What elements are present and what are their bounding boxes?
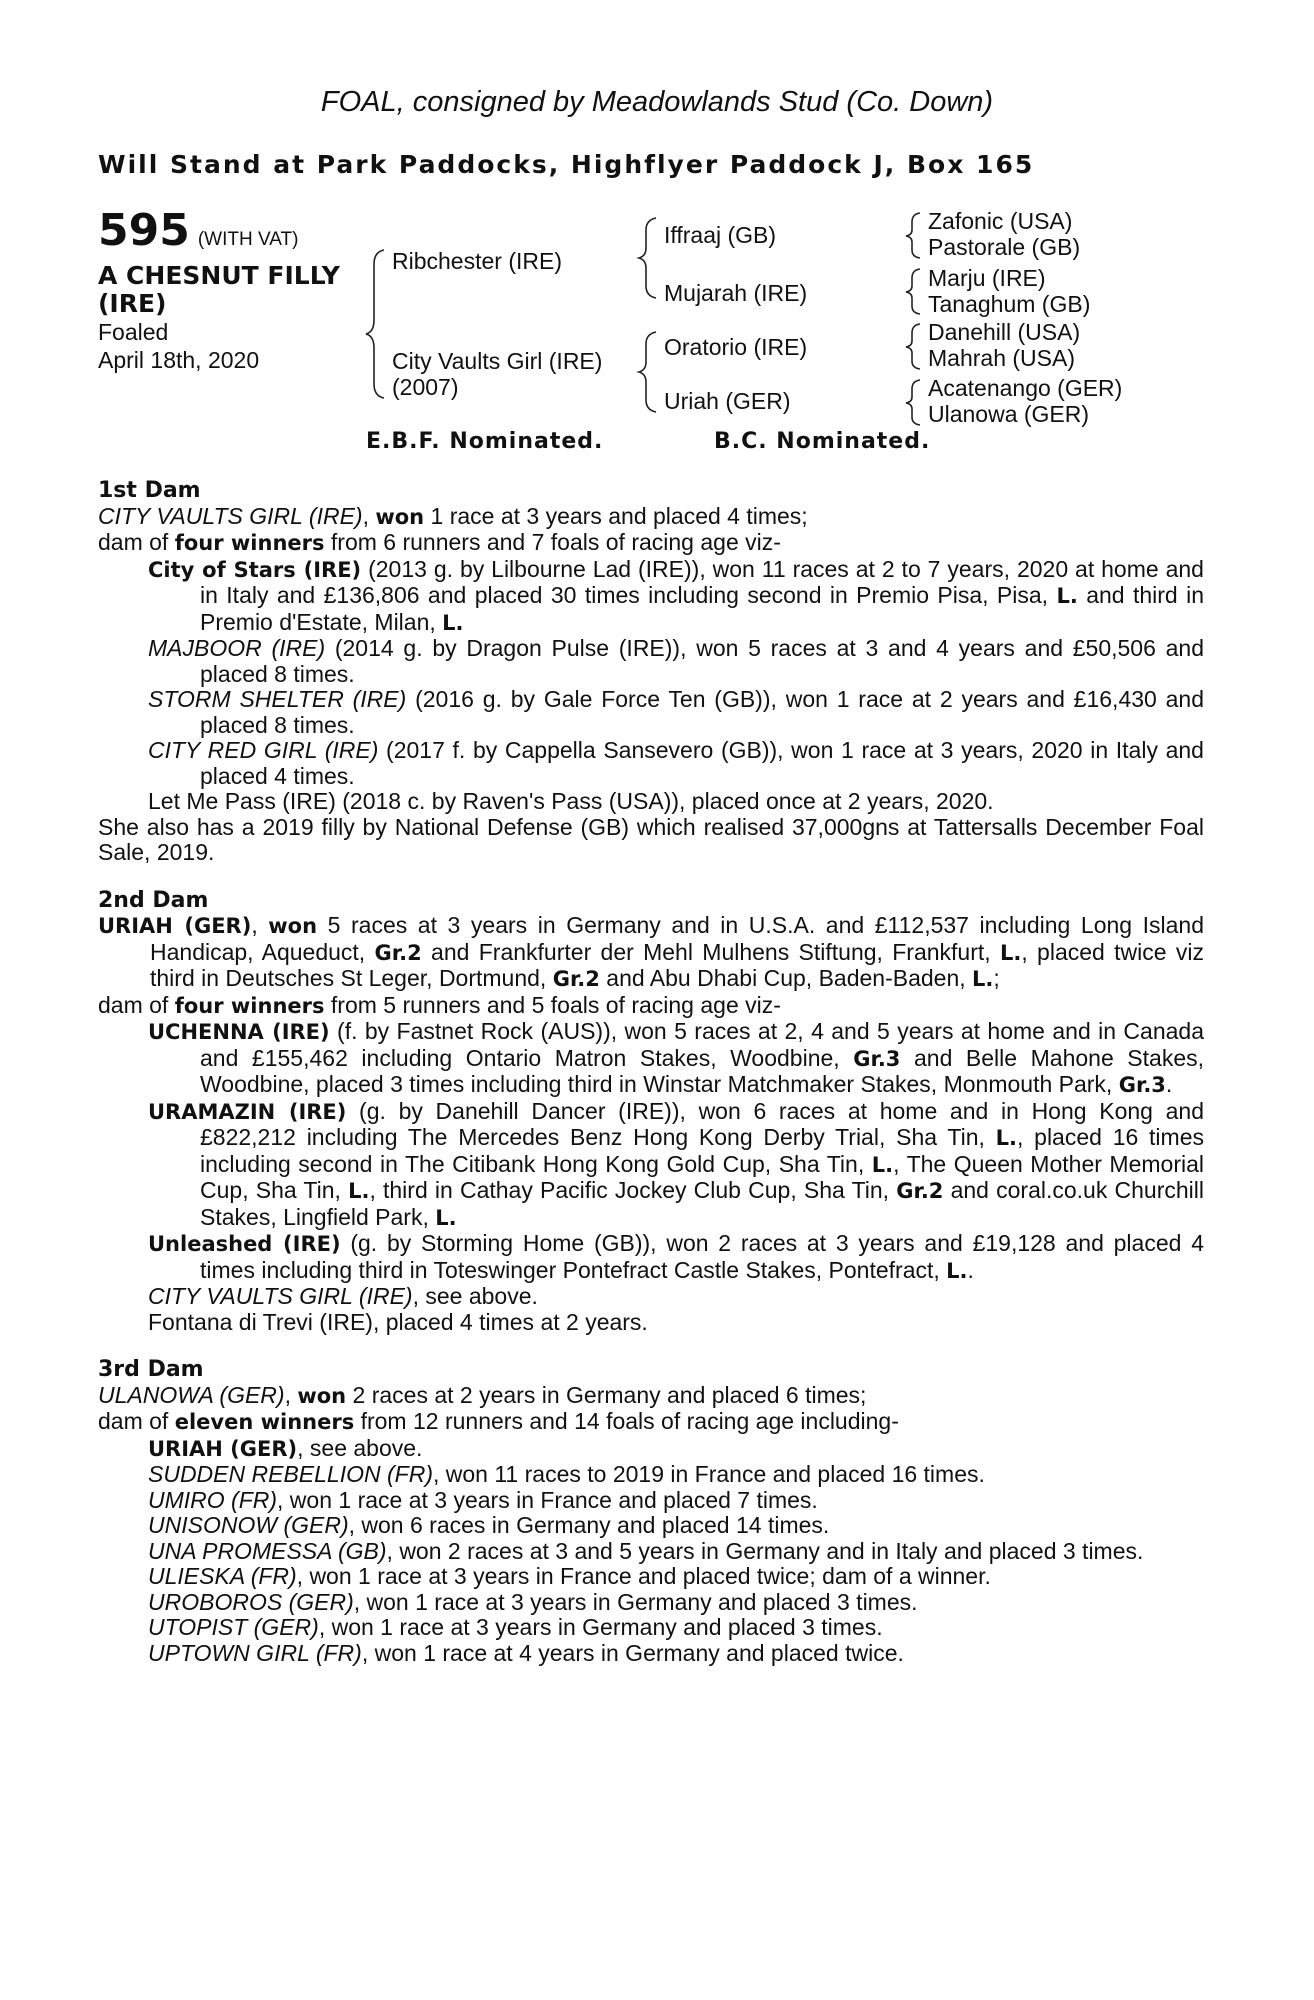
horse-name-italic: CITY RED GIRL (IRE) bbox=[148, 737, 379, 763]
section-title: 1st Dam bbox=[98, 478, 201, 503]
produce-entry bbox=[98, 1462, 1204, 1488]
dam-name bbox=[392, 348, 602, 400]
listed-mark: L. bbox=[871, 1152, 894, 1177]
text: and Frankfurter der Mehl Mulhens Stiftung, Frankfurt, bbox=[421, 938, 1000, 965]
text: and Abu Dhabi Cup, Baden-Baden, bbox=[599, 965, 973, 991]
produce-entry bbox=[98, 1615, 1204, 1641]
group-mark: Gr.2 bbox=[374, 940, 422, 965]
text: ; bbox=[993, 965, 1000, 991]
text: , won 11 races to 2019 in France and placed 16 times. bbox=[432, 1461, 985, 1487]
text: , bbox=[251, 912, 269, 938]
dam-dam: Uriah (GER) bbox=[664, 388, 791, 414]
group-mark: Gr.2 bbox=[552, 967, 600, 991]
produce-entry bbox=[98, 636, 1204, 687]
brace-ds bbox=[906, 324, 920, 369]
text: 2 races at 2 years in Germany and placed 6 times; bbox=[346, 1381, 867, 1408]
horse-name-italic: UMIRO (FR) bbox=[148, 1486, 278, 1513]
listed-mark: L. bbox=[995, 1126, 1017, 1150]
brace-dd bbox=[906, 380, 920, 425]
text: , won 1 race at 4 years in Germany and placed twice. bbox=[361, 1639, 904, 1666]
third-dam-section bbox=[98, 1357, 1204, 1666]
listed-mark: L. bbox=[972, 967, 994, 991]
won-bold: won bbox=[268, 914, 318, 938]
produce-entry bbox=[98, 1641, 1204, 1667]
vat-label: (WITH VAT) bbox=[197, 229, 299, 250]
horse-name-italic: ULIESKA (FR) bbox=[148, 1563, 297, 1589]
text: from 5 runners and 5 foals of racing age viz- bbox=[324, 991, 781, 1018]
produce-entry bbox=[98, 1564, 1204, 1590]
dam-produce-summary bbox=[98, 530, 1204, 557]
group-mark: Gr.3 bbox=[1118, 1073, 1166, 1097]
produce-entry bbox=[98, 738, 1204, 789]
sire-dam: Mujarah (IRE) bbox=[664, 280, 808, 306]
produce-entry bbox=[98, 1019, 1204, 1099]
brace-sd bbox=[906, 269, 920, 314]
brace-sire bbox=[639, 218, 656, 298]
ped-sdd: Tanaghum (GB) bbox=[928, 291, 1091, 317]
dam-name-italic: CITY VAULTS GIRL (IRE) bbox=[98, 502, 363, 529]
produce-entry: Fontana di Trevi (IRE), placed 4 times at 2 years. bbox=[148, 1308, 648, 1335]
text: , bbox=[284, 1381, 298, 1408]
produce-entry: Let Me Pass (IRE) (2018 c. by Raven's Pass (USA)), placed once at 2 years, 2020. bbox=[148, 788, 994, 814]
ebf-nominated: E.B.F. Nominated. bbox=[366, 429, 604, 454]
horse-name-italic: UNISONOW (GER) bbox=[148, 1512, 349, 1538]
won-bold: won bbox=[297, 1383, 347, 1408]
text: dam of bbox=[98, 1408, 175, 1434]
dam-name-line1: City Vaults Girl (IRE) bbox=[392, 348, 603, 374]
text: , placed 16 times including second in The Citibank Hong Kong Gold Cup, Sha Tin, bbox=[200, 1124, 1204, 1177]
produce-entry bbox=[98, 557, 1204, 637]
text: and Belle Mahone Stakes, Woodbine, placed 3 times including third in Winstar Matchmaker Stakes, Monmouth Park, bbox=[200, 1044, 1204, 1097]
horse-name-italic: CITY VAULTS GIRL (IRE) bbox=[148, 1283, 413, 1309]
horse-name-italic: SUDDEN REBELLION (FR) bbox=[148, 1461, 433, 1487]
text: . bbox=[967, 1256, 974, 1283]
group-mark: Gr.3 bbox=[853, 1046, 901, 1071]
text: dam of bbox=[98, 991, 175, 1018]
ped-dds: Acatenango (GER) bbox=[928, 375, 1123, 401]
text: 1 race at 3 years and placed 4 times; bbox=[424, 502, 808, 529]
foaled-label: Foaled bbox=[98, 319, 169, 345]
horse-name-italic: UTOPIST (GER) bbox=[148, 1614, 319, 1640]
winners-count: eleven winners bbox=[174, 1410, 355, 1434]
section-title: 2nd Dam bbox=[98, 887, 209, 913]
text: . bbox=[1165, 1071, 1173, 1097]
horse-name-bold: Unleashed (IRE) bbox=[148, 1232, 341, 1256]
listed-mark: L. bbox=[1056, 584, 1078, 608]
won-bold: won bbox=[375, 504, 425, 529]
consignment-line: FOAL, consigned by Meadowlands Stud (Co. Down) bbox=[320, 86, 994, 118]
text: (g. by Storming Home (GB)), won 2 races at 3 years and £19,128 and placed 4 times including third in Toteswinger Pontefract Castle Stakes, Pontefract, bbox=[200, 1230, 1204, 1283]
text: (f. by Fastnet Rock (AUS)), won 5 races at 2, 4 and 5 years at home and in Canada and £155,462 including Ontario Matron Stakes, Woodbine, bbox=[200, 1018, 1205, 1071]
horse-name-italic: UNA PROMESSA (GB) bbox=[148, 1537, 387, 1564]
listed-mark: L. bbox=[348, 1179, 370, 1203]
stand-location: Will Stand at Park Paddocks, Highflyer Paddock J, Box 165 bbox=[98, 150, 1035, 179]
brace-ss bbox=[906, 213, 920, 258]
text: from 6 runners and 7 foals of racing age viz- bbox=[324, 529, 781, 555]
foaled-date: April 18th, 2020 bbox=[98, 347, 260, 373]
text: , won 1 race at 3 years in France and placed 7 times. bbox=[277, 1486, 818, 1513]
horse-name-bold: URAMAZIN (IRE) bbox=[148, 1099, 347, 1124]
horse-name-bold: UCHENNA (IRE) bbox=[148, 1020, 330, 1044]
text: , won 2 races at 3 and 5 years in Germany and in Italy and placed 3 times. bbox=[386, 1537, 1144, 1564]
produce-entry bbox=[98, 1099, 1204, 1232]
dam-name-bold: URIAH (GER) bbox=[98, 914, 252, 938]
horse-name-italic: STORM SHELTER (IRE) bbox=[148, 686, 407, 712]
produce-entry bbox=[98, 1436, 1204, 1463]
ped-ssd: Pastorale (GB) bbox=[928, 234, 1081, 260]
winners-count: four winners bbox=[174, 531, 325, 555]
dam-name-line2: (2007) bbox=[392, 374, 459, 400]
text: (2017 f. by Cappella Sansevero (GB)), won 1 race at 3 years, 2020 in Italy and placed 4 times. bbox=[200, 737, 1204, 789]
ped-sss: Zafonic (USA) bbox=[928, 208, 1073, 234]
produce-entry bbox=[98, 1284, 1204, 1310]
text: (2014 g. by Dragon Pulse (IRE)), won 5 races at 3 and 4 years and £50,506 and placed 8 times. bbox=[200, 635, 1204, 687]
bc-nominated: B.C. Nominated. bbox=[714, 429, 931, 454]
catalogue-body bbox=[98, 478, 1204, 1666]
horse-name-italic: MAJBOOR (IRE) bbox=[148, 635, 326, 661]
text: , won 1 race at 3 years in Germany and placed 3 times. bbox=[318, 1614, 883, 1640]
winners-count: four winners bbox=[174, 993, 325, 1018]
text: (2016 g. by Gale Force Ten (GB)), won 1 race at 2 years and £16,430 and placed 8 times. bbox=[200, 686, 1205, 738]
text: dam of bbox=[98, 529, 175, 555]
dam-summary bbox=[98, 1383, 1204, 1410]
listed-mark: L. bbox=[442, 610, 464, 635]
group-mark: Gr.2 bbox=[896, 1179, 944, 1203]
lot-number: 595 bbox=[98, 205, 190, 256]
dam-produce-summary bbox=[98, 1409, 1204, 1436]
text: , third in Cathay Pacific Jockey Club Cup, Sha Tin, bbox=[369, 1177, 897, 1203]
dam-summary: CITY VAULTS GIRL (IRE), won 1 race at 3 years and placed 4 times; bbox=[98, 502, 808, 529]
dam-name-italic: ULANOWA (GER) bbox=[98, 1381, 285, 1408]
listed-mark: L. bbox=[999, 940, 1022, 965]
horse-name-bold: URIAH (GER) bbox=[148, 1436, 298, 1461]
produce-entry bbox=[98, 1231, 1204, 1284]
text: , see above. bbox=[297, 1434, 423, 1461]
first-dam-section bbox=[98, 478, 1204, 866]
text: (g. by Danehill Dancer (IRE)), won 6 races at home and in Hong Kong and £822,212 including The Mercedes Benz Hong Kong Derby Trial, Sha Tin, bbox=[200, 1097, 1205, 1150]
dam-produce-summary bbox=[98, 993, 1204, 1020]
produce-entry bbox=[98, 1590, 1204, 1616]
text: , won 1 race at 3 years in Germany and placed 3 times. bbox=[353, 1588, 918, 1615]
section-title: 3rd Dam bbox=[98, 1357, 204, 1382]
text: , see above. bbox=[412, 1283, 538, 1309]
ped-ddd: Ulanowa (GER) bbox=[928, 401, 1090, 427]
text: and coral.co.uk Churchill Stakes, Lingfield Park, bbox=[200, 1177, 1204, 1230]
text: and third in Premio d'Estate, Milan, bbox=[200, 582, 1204, 635]
text: (2013 g. by Lilbourne Lad (IRE)), won 11 races at 2 to 7 years, 2020 at home and in Italy and £136,806 and placed 30 times including second in Premio Pisa, Pisa, bbox=[200, 555, 1204, 608]
produce-entry bbox=[98, 687, 1204, 738]
horse-name-italic: UROBOROS (GER) bbox=[148, 1588, 354, 1615]
horse-name-italic: UPTOWN GIRL (FR) bbox=[148, 1639, 362, 1666]
text: , The Queen Mother Memorial Cup, Sha Tin, bbox=[200, 1150, 1204, 1203]
brace-dam bbox=[639, 332, 656, 412]
ped-sds: Marju (IRE) bbox=[928, 265, 1046, 291]
produce-entry bbox=[98, 1513, 1204, 1539]
ped-dss: Danehill (USA) bbox=[928, 319, 1081, 345]
text: from 12 runners and 14 foals of racing age including- bbox=[354, 1408, 899, 1434]
produce-entry bbox=[98, 1539, 1204, 1565]
produce-entry bbox=[98, 1488, 1204, 1514]
horse-name-bold: City of Stars (IRE) bbox=[148, 557, 362, 582]
produce-note: She also has a 2019 filly by National Defense (GB) which realised 37,000gns at Tattersalls December Foal Sale, 2019. bbox=[98, 813, 1204, 865]
text: , placed twice viz third in Deutsches St Leger, Dortmund, bbox=[150, 938, 1204, 991]
ped-dsd: Mahrah (USA) bbox=[928, 345, 1075, 371]
brace-main bbox=[366, 250, 384, 398]
listed-mark: L. bbox=[946, 1258, 968, 1283]
dam-summary bbox=[98, 913, 1204, 993]
text: , won 1 race at 3 years in France and placed twice; dam of a winner. bbox=[296, 1563, 991, 1589]
text: , won 6 races in Germany and placed 14 times. bbox=[348, 1512, 830, 1538]
sire-sire: Iffraaj (GB) bbox=[664, 222, 777, 248]
text: 5 races at 3 years in Germany and in U.S.A. and £112,537 including Long Island Handicap, Aqueduct, bbox=[150, 912, 1205, 965]
listed-mark: L. bbox=[435, 1205, 457, 1230]
second-dam-section bbox=[98, 888, 1204, 1336]
dam-sire: Oratorio (IRE) bbox=[664, 334, 808, 360]
sire-name: Ribchester (IRE) bbox=[392, 248, 562, 274]
horse-name: A CHESNUT FILLY (IRE) bbox=[98, 261, 340, 318]
